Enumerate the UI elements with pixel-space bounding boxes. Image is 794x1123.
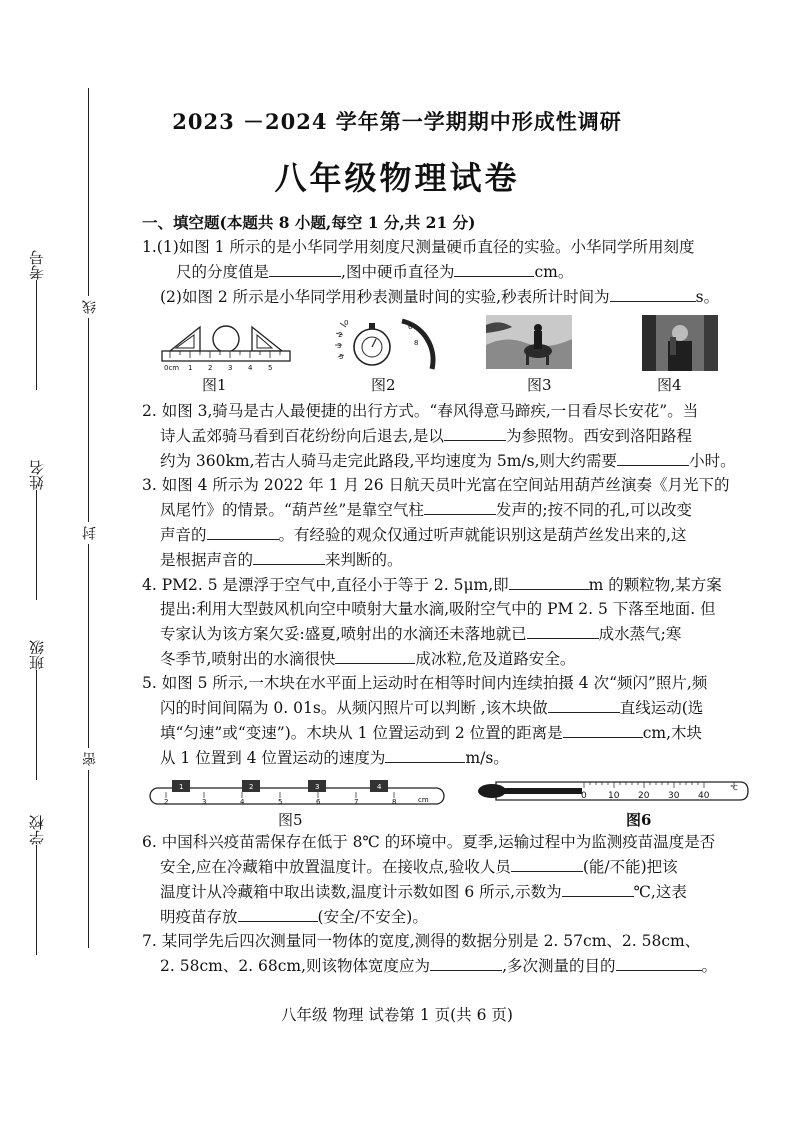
figures-row-2 bbox=[142, 774, 757, 828]
exam-subtitle: 八年级物理试卷 bbox=[274, 159, 520, 197]
svg-text:2: 2 bbox=[249, 783, 254, 791]
figure-4-caption: 图4 bbox=[657, 376, 682, 394]
q4-line3: 专家认为该方案欠妥:盛夏,喷射出的水滴还未落地就已 成水蒸气;寒 bbox=[142, 621, 757, 646]
svg-text:4: 4 bbox=[240, 798, 245, 806]
svg-text:7: 7 bbox=[354, 798, 359, 806]
figure-1-ruler-coin bbox=[160, 315, 292, 373]
field-name: 姓名 bbox=[26, 460, 47, 606]
svg-text:0: 0 bbox=[344, 319, 349, 327]
svg-text:30: 30 bbox=[668, 791, 680, 801]
svg-text:3: 3 bbox=[202, 798, 207, 806]
q3-line1: 3. 如图 4 所示为 2022 年 1 月 26 日航天员叶光富在空间站用葫芦丝演奏《月光下的 bbox=[142, 476, 730, 494]
q4-line2: 提出:利用大型鼓风机向空中喷射大量水滴,吸附空气中的 PM 2. 5 下落至地面. 但 bbox=[160, 600, 716, 618]
q5-line3: 填“匀速”或“变速”)。木块从 1 位置运动到 2 位置的距离是 cm,木块 bbox=[142, 720, 757, 745]
q2-line2: 诗人孟郊骑马看到百花纷纷向后退去,是以 为参照物。西安到洛阳路程 bbox=[142, 423, 757, 448]
q4-line4: 冬季节,喷射出的水滴很快 成冰粒,危及道路安全。 bbox=[142, 646, 757, 671]
q1-line2: 尺的分度值是 ,图中硬币直径为 cm。 bbox=[142, 259, 757, 284]
svg-text:1: 1 bbox=[188, 364, 193, 372]
exam-title: 2023 －2024 学年第一学期期中形成性调研 bbox=[172, 109, 622, 134]
q5-line2: 闪的时间间隔为 0. 01s。从频闪照片可以判断 ,该木块做 直线运动(选 bbox=[142, 695, 757, 720]
svg-text:3: 3 bbox=[228, 364, 233, 372]
q2-line1: 2. 如图 3,骑马是古人最便捷的出行方式。“春风得意马蹄疾,一日看尽长安花”。当 bbox=[142, 402, 699, 420]
answer-blank[interactable] bbox=[335, 646, 415, 664]
figure-3-horse-rider-image bbox=[486, 315, 572, 369]
svg-text:3: 3 bbox=[337, 342, 342, 350]
q3-line3: 声音的 。有经验的观众仅通过听声就能识别这是葫芦丝发出来的,这 bbox=[142, 522, 757, 547]
answer-blank[interactable] bbox=[207, 522, 279, 540]
answer-blank[interactable] bbox=[430, 953, 502, 971]
q3-line4: 是根据声音的 来判断的。 bbox=[142, 547, 757, 572]
svg-text:1: 1 bbox=[179, 783, 184, 791]
q5-line4: 从 1 位置到 4 位置运动的速度为 m/s。 bbox=[142, 745, 757, 770]
field-class: 班级 bbox=[26, 640, 47, 786]
page-footer: 八年级 物理 试卷第 1 页(共 6 页) bbox=[281, 1006, 513, 1024]
figure-3-caption: 图3 bbox=[527, 376, 552, 394]
answer-blank[interactable] bbox=[617, 448, 689, 466]
figure-1-caption: 图1 bbox=[202, 376, 227, 394]
figure-6-thermometer bbox=[474, 774, 754, 808]
q6-line4: 明疫苗存放 (安全/不安全)。 bbox=[142, 904, 757, 929]
figure-2-caption: 图2 bbox=[371, 376, 396, 394]
q1-line3: (2)如图 2 所示是小华同学用秒表测量时间的实验,秒表所计时间为 s。 bbox=[142, 284, 757, 309]
answer-blank[interactable] bbox=[238, 904, 318, 922]
questions bbox=[142, 211, 757, 978]
svg-text:4: 4 bbox=[377, 783, 382, 791]
field-school: 学校 bbox=[26, 815, 47, 961]
q7-line1: 7. 某同学先后四次测量同一物体的宽度,测得的数据分别是 2. 57cm、2. 58cm、 bbox=[142, 932, 701, 950]
svg-text:3: 3 bbox=[315, 783, 320, 791]
svg-text:5: 5 bbox=[278, 798, 283, 806]
answer-blank[interactable] bbox=[548, 695, 620, 713]
svg-text:4: 4 bbox=[248, 364, 253, 372]
figures-row-1 bbox=[142, 315, 757, 397]
svg-text:5: 5 bbox=[268, 364, 273, 372]
figure-5-caption: 图5 bbox=[278, 811, 303, 829]
answer-blank[interactable] bbox=[610, 284, 696, 302]
binding-mark-line: 线 bbox=[80, 296, 100, 318]
svg-text:40: 40 bbox=[698, 791, 710, 801]
answer-blank[interactable] bbox=[509, 572, 589, 590]
answer-blank[interactable] bbox=[563, 720, 643, 738]
binding-mark-seal: 封 bbox=[80, 522, 100, 544]
figure-6-caption: 图6 bbox=[626, 811, 652, 829]
answer-blank[interactable] bbox=[562, 879, 634, 897]
answer-blank[interactable] bbox=[424, 497, 496, 515]
field-exam-number: 考号 bbox=[26, 250, 47, 396]
svg-text:8: 8 bbox=[392, 798, 397, 806]
svg-text:6: 6 bbox=[316, 798, 321, 806]
svg-text:2: 2 bbox=[338, 331, 343, 339]
answer-blank[interactable] bbox=[616, 953, 702, 971]
q6-line3: 温度计从冷藏箱中取出读数,温度计示数如图 6 所示,示数为 ℃,这表 bbox=[142, 879, 757, 904]
answer-blank[interactable] bbox=[269, 259, 341, 277]
svg-text:2: 2 bbox=[164, 798, 169, 806]
svg-text:cm: cm bbox=[418, 796, 429, 804]
svg-text:6: 6 bbox=[408, 323, 413, 331]
q4-line1: 4. PM2. 5 是漂浮于空气中,直径小于等于 2. 5μm,即 m 的颗粒物,某方案 bbox=[142, 572, 757, 597]
answer-blank[interactable] bbox=[385, 745, 465, 763]
q6-line1: 6. 中国科兴疫苗需保存在低于 8℃ 的环境中。夏季,运输过程中为监测疫苗温度是否 bbox=[142, 833, 716, 851]
binding-mark-secret: 密 bbox=[80, 748, 100, 770]
q3-line2: 凤尾竹》的情景。“葫芦丝”是靠空气柱 发声的;按不同的孔,可以改变 bbox=[142, 497, 757, 522]
svg-text:20: 20 bbox=[638, 791, 650, 801]
section-heading: 一、填空题(本题共 8 小题,每空 1 分,共 21 分) bbox=[142, 213, 476, 232]
answer-blank[interactable] bbox=[444, 423, 506, 441]
figure-5-ruler-blocks bbox=[146, 774, 448, 810]
svg-text:℃: ℃ bbox=[730, 784, 738, 792]
svg-text:10: 10 bbox=[608, 791, 620, 801]
answer-blank[interactable] bbox=[527, 621, 599, 639]
svg-text:8: 8 bbox=[414, 339, 419, 347]
svg-text:5: 5 bbox=[339, 353, 344, 361]
binding-line bbox=[88, 88, 89, 948]
answer-blank[interactable] bbox=[454, 259, 534, 277]
q5-line1: 5. 如图 5 所示,一木块在水平面上运动时在相等时间内连续拍摄 4 次“频闪”照片,频 bbox=[142, 674, 708, 692]
svg-text:2: 2 bbox=[208, 364, 213, 372]
ruler-label: 0cm bbox=[164, 364, 180, 372]
figure-4-astronaut-image bbox=[642, 315, 718, 371]
answer-blank[interactable] bbox=[511, 854, 583, 872]
q2-line3: 约为 360km,若古人骑马走完此路段,平均速度为 5m/s,则大约需要 小时。 bbox=[142, 448, 757, 473]
svg-text:0: 0 bbox=[581, 791, 587, 801]
answer-blank[interactable] bbox=[253, 547, 325, 565]
q7-line2: 2. 58cm、2. 68cm,则该物体宽度应为 ,多次测量的目的 。 bbox=[142, 953, 757, 978]
figure-2-stopwatch bbox=[332, 315, 444, 373]
q6-line2: 安全,应在冷藏箱中放置温度计。在接收点,验收人员 (能/不能)把该 bbox=[142, 854, 757, 879]
q1-line1: 1.(1)如图 1 所示的是小华同学用刻度尺测量硬币直径的实验。小华同学所用刻度 bbox=[142, 238, 695, 256]
